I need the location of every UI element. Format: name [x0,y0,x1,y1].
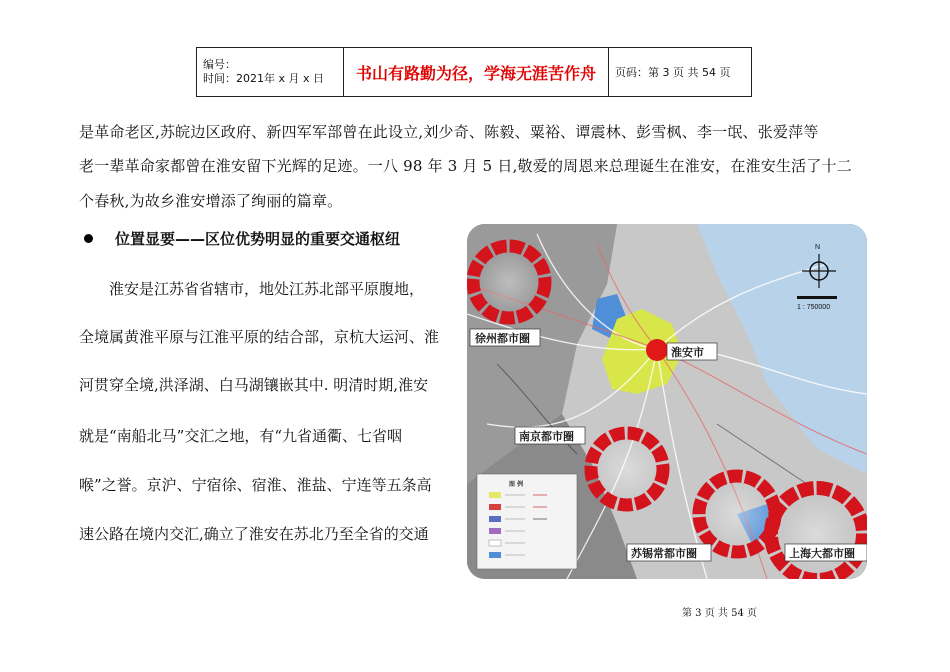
bullet-icon [84,234,93,243]
section-line: 河贯穿全境,洪泽湖、白马湖镶嵌其中. 明清时期,淮安 [79,376,429,394]
header-meta [197,48,344,97]
header-motto: 书山有路勤为径，学海无涯苦作舟 [344,48,609,97]
legend-title: 图 例 [509,481,524,488]
section-line: 喉”之誉。京沪、宁宿徐、宿淮、淮盐、宁连等五条高 [79,476,432,494]
section-heading [84,228,400,249]
xuzhou-label: 徐州都市圈 [475,332,530,345]
section-line: 淮安是江苏省省辖市，地处江苏北部平原腹地， [79,280,425,298]
scale-label: 1 : 750000 [797,304,831,311]
regional-map [467,224,867,579]
paragraph-line: 个春秋,为故乡淮安增添了绚丽的篇章。 [79,192,343,210]
header-page-number: 页码：第 3 页 共 54 页 [609,48,752,97]
document-header [196,47,752,97]
document-number-label: 编号： [203,58,236,71]
section-line: 全境属黄淮平原与江淮平原的结合部，京杭大运河、淮 [79,328,440,346]
paragraph-line: 是革命老区,苏皖边区政府、新四军军部曾在此设立,刘少奇、陈毅、粟裕、谭震林、彭雪枫、李一氓、张爱萍等 [79,123,819,141]
section-heading-text: 位置显要——区位优势明显的重要交通枢纽 [115,230,401,248]
north-label: N [815,244,821,251]
huaian-marker [646,339,668,361]
huaian-label: 淮安市 [671,346,704,359]
map-graphic [467,224,867,579]
nanjing-label: 南京都市圈 [519,430,574,443]
scale-bar [797,296,837,299]
paragraph-line: 老一辈革命家都曾在淮安留下光辉的足迹。一八 98 年 3 月 5 日,敬爱的周恩来总理诞生在淮安，在淮安生活了十二 [79,157,852,175]
document-date: 时间：2021年 x 月 x 日 [203,72,324,85]
map-legend [477,474,577,569]
section-line: 就是“南船北马”交汇之地，有“九省通衢、七省咽 [79,427,403,445]
suxichang-label: 苏锡常都市圈 [631,547,697,560]
footer-page-number: 第 3 页 共 54 页 [682,608,757,619]
section-line: 速公路在境内交汇,确立了淮安在苏北乃至全省的交通 [79,525,429,543]
shanghai-label: 上海大都市圈 [789,547,855,560]
